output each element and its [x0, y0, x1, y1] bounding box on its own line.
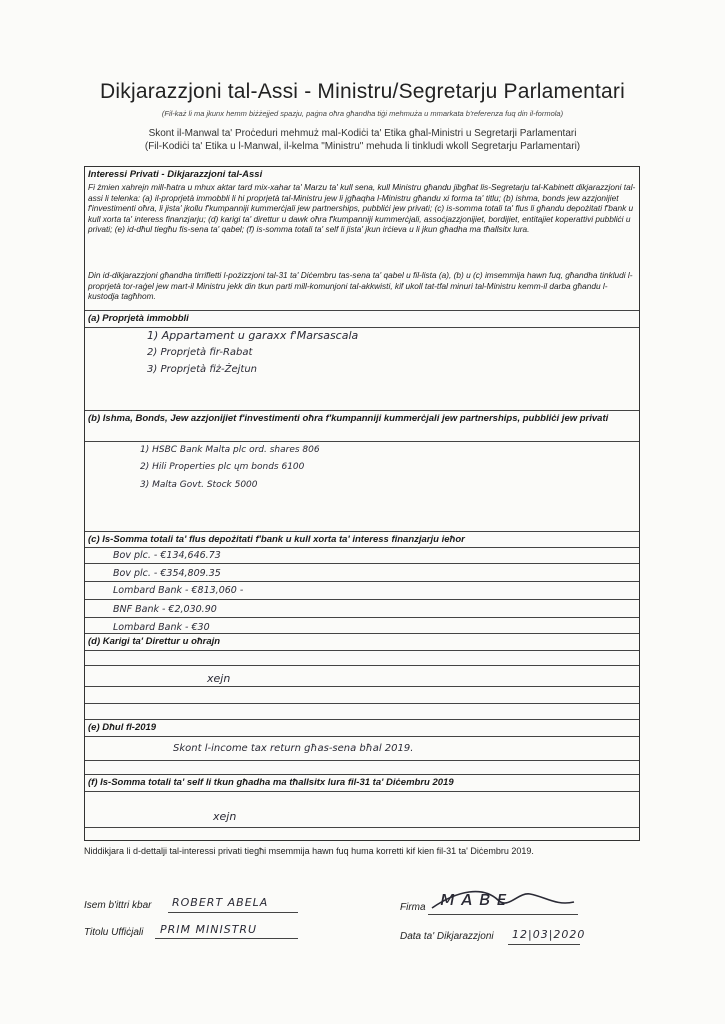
section-f-entry: xejn: [213, 810, 237, 823]
name-value: ROBERT ABELA: [172, 896, 269, 909]
section-c-entry: BNF Bank - €2,030.90: [113, 604, 217, 615]
intro-line-1: Skont il-Manwal ta' Proċeduri mehmuż mal-Kodiċi ta' Etika għal-Ministri u Segretarji Parlamentari: [148, 128, 577, 139]
declaration-form: [84, 166, 640, 841]
title-label: Titolu Uffiċjali: [84, 927, 144, 938]
date-value: 12|03|2020: [512, 928, 586, 941]
interests-heading: Interessi Privati - Dikjarazzjoni tal-Assi: [88, 169, 263, 180]
date-label: Data ta' Dikjarazzjoni: [400, 931, 494, 942]
section-b-entry: 1) HSBC Bank Malta plc ord. shares 806: [140, 445, 320, 455]
section-a-entry: 3) Proprjetà fiż-Żejtun: [147, 364, 258, 375]
section-c-entry: Lombard Bank - €813,060 -: [113, 585, 244, 596]
page-title: Dikjarazzjoni tal-Assi - Ministru/Segretarju Parlamentari: [100, 80, 625, 103]
section-b-entry: 3) Malta Govt. Stock 5000: [140, 480, 258, 490]
section-d-title: (d) Karigi ta' Direttur u oħrajn: [88, 636, 221, 647]
page-subtitle: (Fil-każ li ma jkunx hemm biżżejjed spazju, paġna oħra għandha tiġi mehmuża u mmarkata b'referenza fuq din il-formola): [161, 109, 564, 118]
section-a-entry: 2) Proprjetà fir-Rabat: [147, 347, 253, 358]
section-c-title: (c) Is-Somma totali ta' flus depożitati f'bank u kull xorta ta' interess finanzjarju ieħor: [88, 534, 465, 545]
section-c-entry: Lombard Bank - €30: [113, 622, 210, 633]
signature-image: ᴍᴀʙᴇ: [440, 886, 513, 910]
section-b-entry: 2) Hili Properties plc ųm bonds 6100: [140, 462, 305, 472]
section-f-title: (f) Is-Somma totali ta' self li tkun għadha ma tħallsitx lura fil-31 ta' Diċembru 2019: [88, 777, 454, 788]
section-e-entry: Skont l-income tax return għas-sena bħal 2019.: [173, 743, 414, 754]
section-c-entry: Bov plc. - €354,809.35: [113, 568, 221, 579]
section-a-entry: 1) Appartament u garaxx f'Marsascala: [147, 329, 359, 342]
title-value: PRIM MINISTRU: [160, 923, 258, 936]
signature-scribble: [428, 880, 578, 916]
section-e-title: (e) Dħul fl-2019: [88, 722, 157, 733]
firma-label: Firma: [400, 902, 426, 913]
name-label: Isem b'ittri kbar: [84, 900, 152, 911]
declaration-statement: Niddikjara li d-dettalji tal-interessi privati tiegħi msemmija hawn fuq huma korretti kif kien fil-31 ta' Diċembru 2019.: [84, 846, 534, 856]
deadline-paragraph: Din id-dikjarazzjoni għandha tirrifletti l-pożizzjoni tal-31 ta' Diċembru tas-sena ta' qabel u fil-lista (a), (b) u (c) imsemmija hawn fuq, għandha tinkludi l-proprjetà tor-raġel jew mart-il Ministru jekk din tkun parti mill-komunjoni tal-akkwisti, kif ukoll tat-tfal minuri tal-Ministru kemm-il darba għandu l-kustodja tagħhom.: [88, 270, 633, 302]
intro-line-2: (Fil-Kodiċi ta' Etika u l-Manwal, il-kelma "Ministru" mehuda li tinkludi wkoll Segretarju Parlamentari): [144, 141, 581, 152]
section-b-title: (b) Ishma, Bonds, Jew azzjonijiet f'investimenti oħra f'kumpanniji kummerċjali jew partnerships, pubbliċi jew privati: [88, 413, 609, 424]
section-a-title: (a) Proprjetà immobbli: [88, 313, 189, 324]
section-d-entry: xejn: [207, 672, 231, 685]
interests-paragraph: Fi żmien xahrejn mill-ħatra u mhux aktar tard mix-xahar ta' Marzu ta' kull sena, kull Ministru għandu jibgħat lis-Segretarju tal-Kabinett dikjarazzjoni tal-assi li telenka: (a) il-proprjetà immobbli li hi proprjetà tal-Ministru jew li jgħaqha l-Ministru għandu xi forma ta' titlu; (b) ishma, bonds jew azzjonijiet f'investimenti oħra, li jista' jkollu f'kumpanniji kummerċjali jew partnerships, pubbliċi jew privati; (c) is-somma totali ta' flus li għandu depożitati f'bank u kull xorta ta' interess finanzjarju; (d) karigi ta' direttur u dawk oħra f'kumpanniji kummerċjali, assoċjazzjonijiet, bordijiet, entitajiet koperattivi pubbliċi u privati; (e) id-dħul tiegħu fis-sena ta' qabel; (f) is-somma totali ta' self li jista' jkun irċieva u li jkun għadha ma tħallsitx lura.: [88, 182, 636, 235]
section-c-entry: Bov plc. - €134,646.73: [113, 550, 221, 561]
